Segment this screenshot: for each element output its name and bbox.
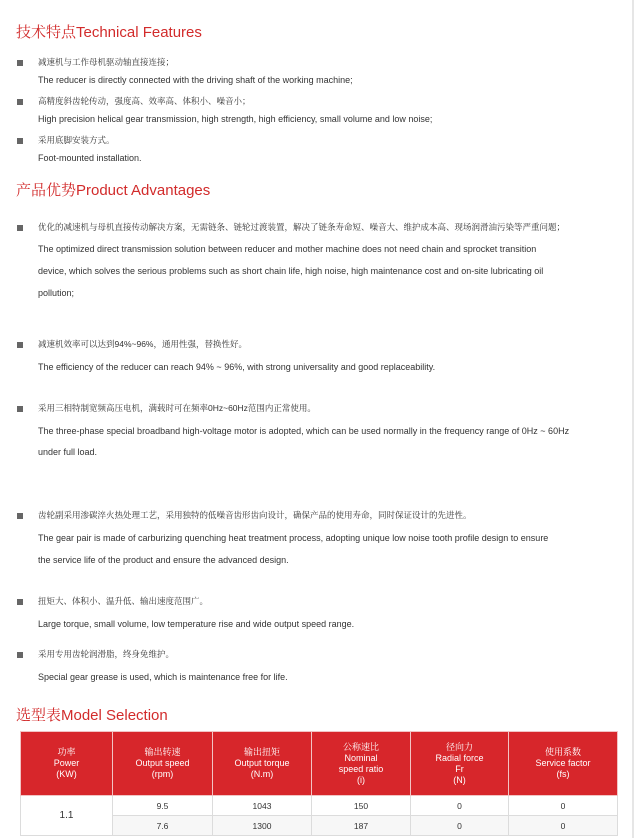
output-torque-cell: 1043 — [213, 796, 312, 816]
header-output-speed: 输出转速 Output speed (rpm) — [113, 732, 213, 796]
bullet-icon — [17, 60, 23, 66]
feature-2-en: High precision helical gear transmission, high strength, high efficiency, small volume and low noise; — [38, 114, 433, 124]
bullet-icon — [17, 513, 23, 519]
table-header-row — [21, 732, 618, 796]
output-speed-cell: 9.5 — [113, 796, 213, 816]
advantage-1-en-line3: pollution; — [38, 288, 75, 298]
advantage-1-en-line1: The optimized direct transmission solution between reducer and mother machine does not need chain and sprocket transition — [38, 244, 537, 254]
output-torque-cell: 1300 — [213, 816, 312, 836]
table-row — [21, 796, 618, 816]
advantage-3-cn: 采用三相特制宽频高压电机，满载时可在频率0Hz~60Hz范围内正常使用。 — [38, 403, 316, 413]
advantage-3-en-line2: under full load. — [38, 447, 98, 457]
bullet-icon — [17, 406, 23, 412]
feature-1-en: The reducer is directly connected with the driving shaft of the working machine; — [38, 75, 353, 85]
advantage-5-en-line1: Large torque, small volume, low temperature rise and wide output speed range. — [38, 619, 355, 629]
model-selection-table — [20, 731, 618, 836]
radial-force-cell: 0 — [411, 796, 509, 816]
feature-3-cn: 采用底脚安装方式。 — [38, 135, 115, 145]
feature-2-cn: 高精度斜齿轮传动，强度高、效率高、体积小、噪音小； — [38, 96, 251, 106]
technical-features-title: 技术特点Technical Features — [16, 24, 202, 41]
advantage-6-cn: 采用专用齿轮润滑脂，终身免维护。 — [38, 649, 175, 659]
feature-3-en: Foot-mounted installation. — [38, 153, 142, 163]
header-radial-force: 径向力 Radial force Fr (N) — [411, 732, 509, 796]
advantage-1-cn: 优化的减速机与母机直接传动解决方案，无需链条、链轮过渡装置，解决了链条寿命短、噪音大、维护成本高、现场润滑油污染等严重问题； — [38, 222, 566, 232]
bullet-icon — [17, 99, 23, 105]
advantage-6-en-line1: Special gear grease is used, which is maintenance free for life. — [38, 672, 288, 682]
header-service-factor: 使用系数 Service factor (fs) — [509, 732, 618, 796]
header-power: 功率 Power (KW) — [21, 732, 113, 796]
product-advantages-title: 产品优势Product Advantages — [16, 182, 211, 199]
bullet-icon — [17, 138, 23, 144]
advantage-4-cn: 齿轮副采用渗碳淬火热处理工艺，采用独特的低噪音齿形齿向设计，确保产品的使用寿命，同时保证设计的先进性。 — [38, 510, 472, 520]
advantage-2-en-line1: The efficiency of the reducer can reach 94% ~ 96%, with strong universality and good replaceability. — [38, 362, 436, 372]
speed-ratio-cell: 187 — [312, 816, 411, 836]
power-cell: 1.1 — [21, 796, 113, 836]
service-factor-cell: 0 — [509, 816, 618, 836]
advantage-1-en-line2: device, which solves the serious problems such as short chain life, high noise, high maintenance cost and on-site lubricating oil — [38, 266, 544, 276]
header-output-torque: 输出扭矩 Output torque (N.m) — [213, 732, 312, 796]
radial-force-cell: 0 — [411, 816, 509, 836]
advantage-4-en-line2: the service life of the product and ensure the advanced design. — [38, 555, 289, 565]
bullet-icon — [17, 342, 23, 348]
bullet-icon — [17, 225, 23, 231]
advantage-5-cn: 扭矩大、体积小、温升低、输出速度范围广。 — [38, 596, 209, 606]
bullet-icon — [17, 599, 23, 605]
speed-ratio-cell: 150 — [312, 796, 411, 816]
advantage-3-en-line1: The three-phase special broadband high-voltage motor is adopted, which can be used normally in the frequency range of 0Hz ~ 60Hz — [38, 426, 570, 436]
model-selection-title: 选型表Model Selection — [16, 707, 168, 724]
bullet-icon — [17, 652, 23, 658]
advantage-4-en-line1: The gear pair is made of carburizing quenching heat treatment process, adopting unique low noise tooth profile design to ensure — [38, 533, 549, 543]
service-factor-cell: 0 — [509, 796, 618, 816]
advantage-2-cn: 减速机效率可以达到94%~96%，通用性强，替换性好。 — [38, 339, 247, 349]
output-speed-cell: 7.6 — [113, 816, 213, 836]
header-speed-ratio: 公称速比 Nominal speed ratio (i) — [312, 732, 411, 796]
feature-1-cn: 减速机与工作母机驱动轴直接连接； — [38, 57, 175, 67]
